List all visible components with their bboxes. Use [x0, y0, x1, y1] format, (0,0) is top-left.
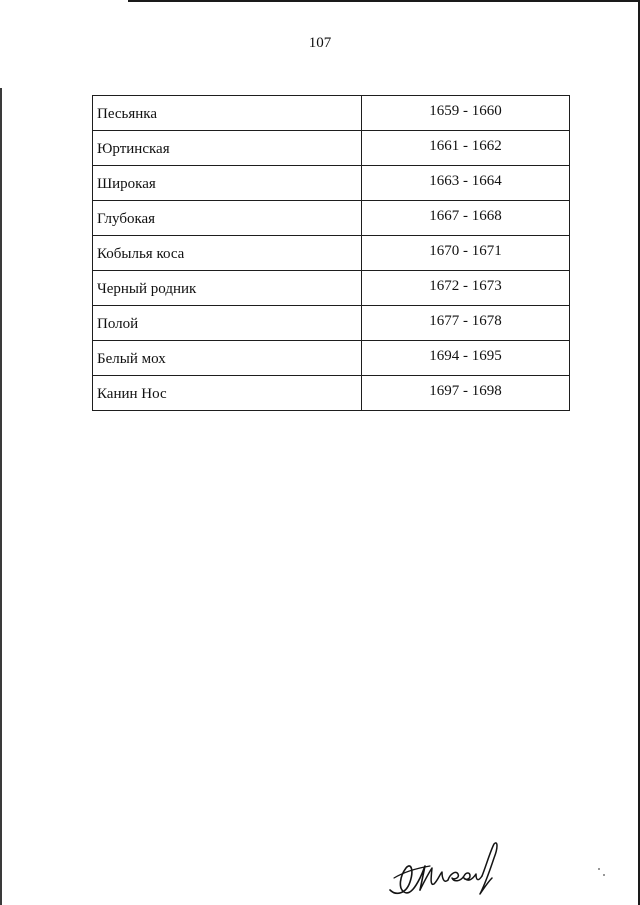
scan-edge-left: [0, 88, 2, 905]
row-name: Черный родник: [93, 271, 362, 306]
row-range: 1661 - 1662: [362, 131, 570, 166]
row-name: Кобылья коса: [93, 236, 362, 271]
row-name: Белый мох: [93, 341, 362, 376]
page-number: 107: [308, 35, 332, 51]
scan-speck: [598, 868, 600, 870]
scan-edge-top: [128, 0, 640, 2]
row-name: Песьянка: [93, 96, 362, 131]
code-range-table: [92, 95, 570, 411]
row-range: 1697 - 1698: [362, 376, 570, 411]
scan-speck: [603, 874, 605, 876]
row-name: Полой: [93, 306, 362, 341]
table-row: [93, 131, 570, 166]
row-range: 1677 - 1678: [362, 306, 570, 341]
row-name: Канин Нос: [93, 376, 362, 411]
row-name: Юртинская: [93, 131, 362, 166]
row-name: Широкая: [93, 166, 362, 201]
row-range: 1694 - 1695: [362, 341, 570, 376]
row-range: 1672 - 1673: [362, 271, 570, 306]
table-row: [93, 306, 570, 341]
table-row: [93, 341, 570, 376]
row-range: 1670 - 1671: [362, 236, 570, 271]
table-row: [93, 96, 570, 131]
row-range: 1663 - 1664: [362, 166, 570, 201]
row-range: 1667 - 1668: [362, 201, 570, 236]
table-row: [93, 271, 570, 306]
table-row: [93, 236, 570, 271]
table-row: [93, 166, 570, 201]
row-name: Глубокая: [93, 201, 362, 236]
table-row: [93, 376, 570, 411]
table-row: [93, 201, 570, 236]
row-range: 1659 - 1660: [362, 96, 570, 131]
signature: [384, 838, 514, 900]
